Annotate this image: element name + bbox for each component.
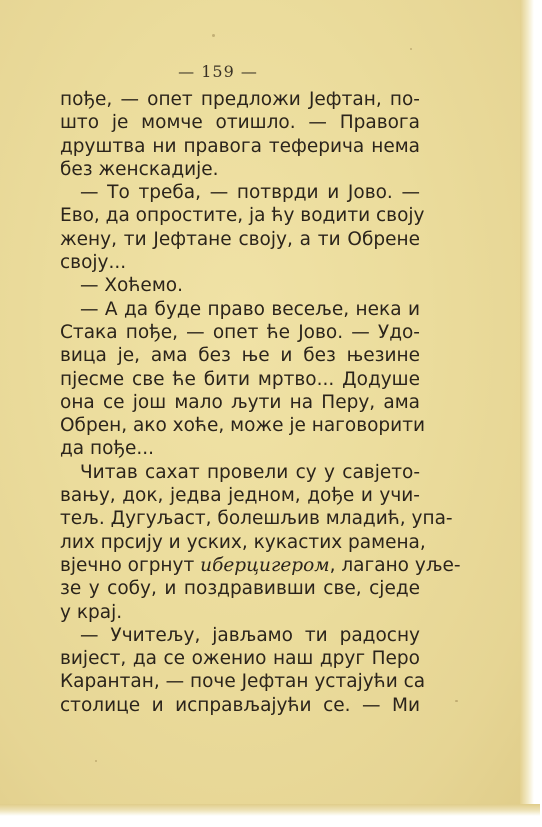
text-line: вијест, да се оженио наш друг Перо (60, 648, 420, 670)
paper-speck (95, 760, 97, 762)
page-edge-right (520, 0, 534, 812)
text-line: вица је, ама без ње и без њезине (60, 345, 420, 367)
text-line: Стака пође, — опет ће Јово. — Удо- (60, 321, 420, 343)
text-line: без женскадије. (60, 158, 219, 180)
text-segment: , лагано уље- (329, 554, 461, 576)
text-line: Карантан, — поче Јефтан устајући са (60, 671, 426, 693)
text-line: зе у собу, и поздравивши све, сједе (60, 578, 420, 600)
text-line: Обрен, ако хоће, може је наговорити (60, 415, 425, 437)
text-line: да пође... (60, 438, 155, 460)
page-edge-bottom (0, 804, 540, 816)
text-line: у крај. (60, 601, 123, 623)
text-line: — Хоћемо. (80, 275, 183, 297)
italic-word: иберцигером (200, 554, 330, 576)
text-line: жену, ти Јефтане своју, а ти Обрене (60, 228, 420, 250)
text-line: вању, док, једва једном, дође и учи- (60, 485, 420, 507)
paper-speck (410, 48, 412, 50)
text-segment: вјечно огрнут (60, 554, 195, 576)
paper-speck (212, 34, 215, 37)
text-line: друштва ни правога теферича нема (60, 135, 420, 157)
body-text (60, 88, 461, 717)
text-line: пјесме све ће бити мртво... Додуше (60, 368, 420, 390)
text-line: — Учитељу, јављамо ти радосну (80, 624, 420, 646)
text-line: своју... (60, 252, 127, 274)
text-line: тељ. Дугуљаст, болешљив младић, упа- (60, 508, 453, 530)
text-line: пође, — опет предложи Јефтан, по- (60, 89, 420, 110)
text-line: столице и исправљајући се. — Ми (60, 694, 420, 716)
text-line: она се још мало љути на Перу, ама (60, 391, 420, 413)
text-line: лих прсију и уских, кукастих рамена, (60, 531, 426, 553)
page-number: — 159 — (178, 62, 258, 81)
paper-speck (455, 700, 458, 702)
text-line: Ево, да опростите, ја ћу водити своју (60, 205, 425, 227)
text-line: — То треба, — потврди и Јово. — (80, 182, 420, 204)
text-line: што је момче отишло. — Правога (60, 112, 420, 134)
text-line-mixed (60, 554, 461, 577)
text-line: — А да буде право весеље, нека и (80, 298, 420, 320)
text-line: Читав сахат провели су у савјето- (80, 461, 420, 483)
